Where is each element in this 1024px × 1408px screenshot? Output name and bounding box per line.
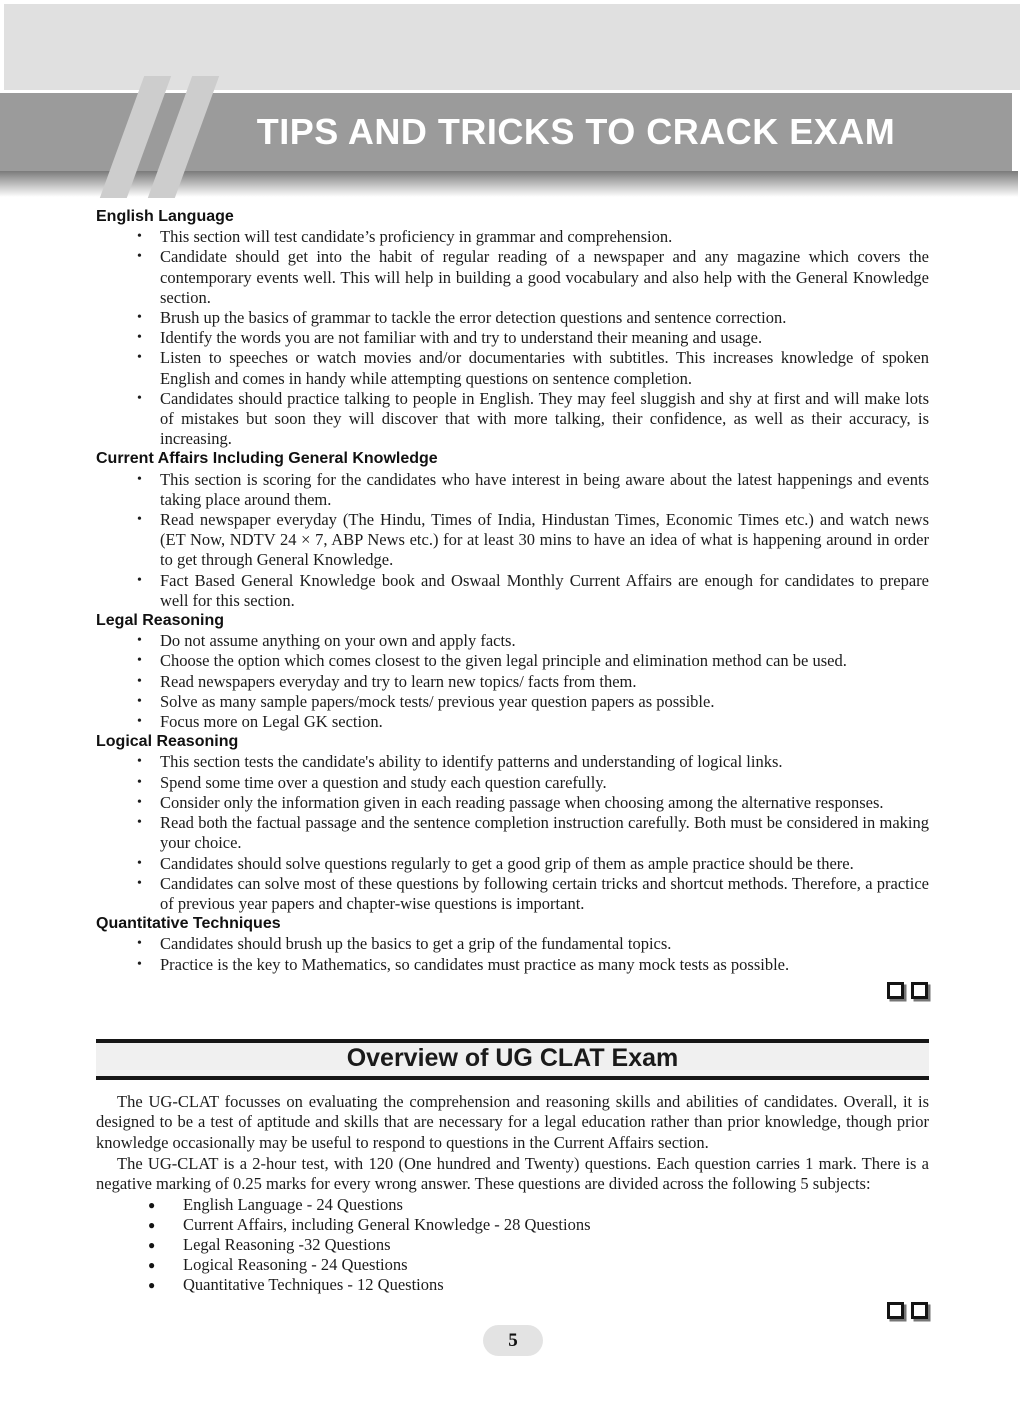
bullet-icon: ●	[148, 1217, 156, 1232]
tip-text: Identify the words you are not familiar with and try to understand their meaning and usage.	[160, 328, 763, 348]
overview-paragraph: The UG-CLAT focusses on evaluating the comprehension and reasoning skills and abilities of candidates. Overall, it is designed to be a test of aptitude and skills that are necessary for a legal education rather than prior knowledge, though prior knowledge occasionally may be useful to respond to questions in the Current Affairs section.	[96, 1091, 929, 1152]
tip-text: Focus more on Legal GK section.	[160, 712, 383, 732]
bullet-icon: •	[137, 310, 142, 326]
tip-item	[96, 752, 929, 772]
tip-item	[96, 470, 929, 510]
bullet-icon: •	[137, 350, 142, 366]
tips-section-heading: English Language	[96, 208, 234, 225]
subject-text: Legal Reasoning -32 Questions	[183, 1234, 391, 1254]
tips-section-heading: Legal Reasoning	[96, 612, 225, 630]
tip-item	[96, 692, 929, 712]
end-square-icon	[911, 1302, 928, 1319]
tip-item	[96, 672, 929, 692]
bullet-icon: •	[137, 653, 142, 669]
tip-item	[96, 247, 929, 308]
bullet-icon: •	[137, 572, 142, 588]
tip-item	[96, 308, 929, 328]
bullet-icon: •	[137, 249, 142, 265]
tip-item	[96, 874, 929, 914]
bullet-icon: ●	[148, 1197, 156, 1212]
tip-text: Candidates should solve questions regularly to get a good grip of them as ample practice should be there.	[160, 853, 854, 873]
tip-item	[96, 651, 929, 671]
subject-text: Logical Reasoning - 24 Questions	[183, 1254, 408, 1274]
page-number-badge	[483, 1325, 543, 1356]
overview-title: Overview of UG CLAT Exam	[346, 1043, 679, 1072]
bullet-icon: •	[137, 956, 142, 972]
bullet-icon: •	[137, 390, 142, 406]
tip-text: Read newspapers everyday and try to learn new topics/ facts from them.	[160, 671, 637, 691]
overview-body	[96, 1092, 929, 1319]
subject-text: Quantitative Techniques - 12 Questions	[183, 1274, 444, 1294]
tips-section-heading: Quantitative Techniques	[96, 915, 281, 933]
subject-item	[96, 1275, 929, 1295]
tip-text: Candidates can solve most of these questions by following certain tricks and shortcut methods. Therefore, a practice of previous year papers and chapter-wise questions is important.	[160, 873, 929, 913]
tip-text: Consider only the information given in each reading passage when choosing among the alternative responses.	[160, 792, 884, 812]
tip-item	[96, 227, 929, 247]
tip-text: This section is scoring for the candidates who have interest in being aware about the latest happenings and events taking place around them.	[160, 469, 929, 509]
bullet-icon: ●	[148, 1277, 156, 1292]
tip-text: Read newspaper everyday (The Hindu, Times of India, Hindustan Times, Economic Times etc.) and watch news (ET Now, NDTV 24 × 7, ABP News etc.) for at least 30 mins to have an idea of what is happening around in order to get through General Knowledge.	[160, 510, 929, 570]
tip-item	[96, 348, 929, 388]
tip-text: Listen to speeches or watch movies and/or documentaries with subtitles. This increases knowledge of spoken English and comes in handy while attempting questions on sentence completion.	[160, 348, 929, 388]
section-end-marker	[96, 1302, 929, 1319]
tip-item	[96, 934, 929, 954]
end-square-icon	[887, 982, 904, 999]
tip-text: Read both the factual passage and the sentence completion instruction carefully. Both must be considered in making your choice.	[160, 813, 929, 853]
tip-item	[96, 389, 929, 450]
tip-text: Candidates should brush up the basics to get a grip of the fundamental topics.	[160, 934, 672, 954]
bullet-icon: •	[137, 936, 142, 952]
subject-item	[96, 1255, 929, 1275]
bullet-icon: •	[137, 875, 142, 891]
bullet-icon: •	[137, 794, 142, 810]
page-header	[0, 0, 1024, 200]
tip-text: Practice is the key to Mathematics, so candidates must practice as many mock tests as possible.	[160, 954, 790, 974]
banner-title: TIPS AND TRICKS TO CRACK EXAM	[256, 111, 896, 152]
tip-item	[96, 571, 929, 611]
subject-text: Current Affairs, including General Knowledge - 28 Questions	[183, 1214, 591, 1234]
tips-sections	[96, 207, 929, 975]
bullet-icon: •	[137, 774, 142, 790]
bullet-icon: •	[137, 714, 142, 730]
tip-item	[96, 712, 929, 732]
tips-section-heading: Current Affairs Including General Knowledge	[96, 450, 438, 468]
page-number: 5	[508, 1329, 518, 1351]
tip-text: This section tests the candidate's ability to identify patterns and understanding of logical links.	[160, 752, 783, 772]
end-square-icon	[887, 1302, 904, 1319]
bullet-icon: •	[137, 330, 142, 346]
bullet-icon: •	[137, 754, 142, 770]
bullet-icon: •	[137, 815, 142, 831]
tip-text: Candidate should get into the habit of regular reading of a newspaper and any magazine which covers the contemporary events well. This will help in building a good vocabulary and also help with the General Knowledge section.	[160, 247, 929, 307]
tip-item	[96, 813, 929, 853]
tip-text: This section will test candidate’s proficiency in grammar and comprehension.	[160, 227, 673, 247]
tip-item	[96, 793, 929, 813]
bullet-icon: ●	[148, 1237, 156, 1252]
tip-text: Spend some time over a question and study each question carefully.	[160, 772, 607, 792]
tip-text: Do not assume anything on your own and apply facts.	[160, 631, 516, 651]
tip-item	[96, 773, 929, 793]
section-end-marker	[96, 982, 929, 999]
bullet-icon: •	[137, 693, 142, 709]
page-content	[96, 207, 929, 1319]
overview-title-bar	[96, 1039, 929, 1080]
bullet-icon: •	[137, 633, 142, 649]
bullet-icon: •	[137, 512, 142, 528]
tip-text: Fact Based General Knowledge book and Oswaal Monthly Current Affairs are enough for candidates to prepare well for this section.	[160, 570, 929, 610]
end-square-icon	[911, 982, 928, 999]
bullet-icon: •	[137, 229, 142, 245]
tip-item	[96, 510, 929, 571]
tip-item	[96, 631, 929, 651]
subject-item	[96, 1215, 929, 1235]
bullet-icon: •	[137, 673, 142, 689]
subjects-list	[96, 1195, 929, 1295]
tip-text: Brush up the basics of grammar to tackle the error detection questions and sentence correction.	[160, 308, 787, 328]
overview-paragraph: The UG-CLAT is a 2-hour test, with 120 (One hundred and Twenty) questions. Each question carries 1 mark. There is a negative marking of 0.25 marks for every wrong answer. These questions are divided across the following 5 subjects:	[96, 1153, 929, 1194]
tip-item	[96, 328, 929, 348]
overview-section	[96, 1039, 929, 1319]
subject-text: English Language - 24 Questions	[183, 1194, 403, 1214]
subject-item	[96, 1195, 929, 1215]
tip-item	[96, 955, 929, 975]
tip-text: Candidates should practice talking to people in English. They may feel sluggish and shy at first and will make lots of mistakes but soon they will discover that with more talking, their confidence, as well as their accuracy, is increasing.	[160, 388, 929, 449]
tip-text: Choose the option which comes closest to the given legal principle and elimination method can be used.	[160, 651, 847, 671]
bullet-icon: •	[137, 855, 142, 871]
bullet-icon: ●	[148, 1257, 156, 1272]
tips-section-heading: Logical Reasoning	[96, 733, 239, 751]
tip-item	[96, 854, 929, 874]
tip-text: Solve as many sample papers/mock tests/ previous year question papers as possible.	[160, 691, 715, 711]
bullet-icon: •	[137, 471, 142, 487]
subject-item	[96, 1235, 929, 1255]
